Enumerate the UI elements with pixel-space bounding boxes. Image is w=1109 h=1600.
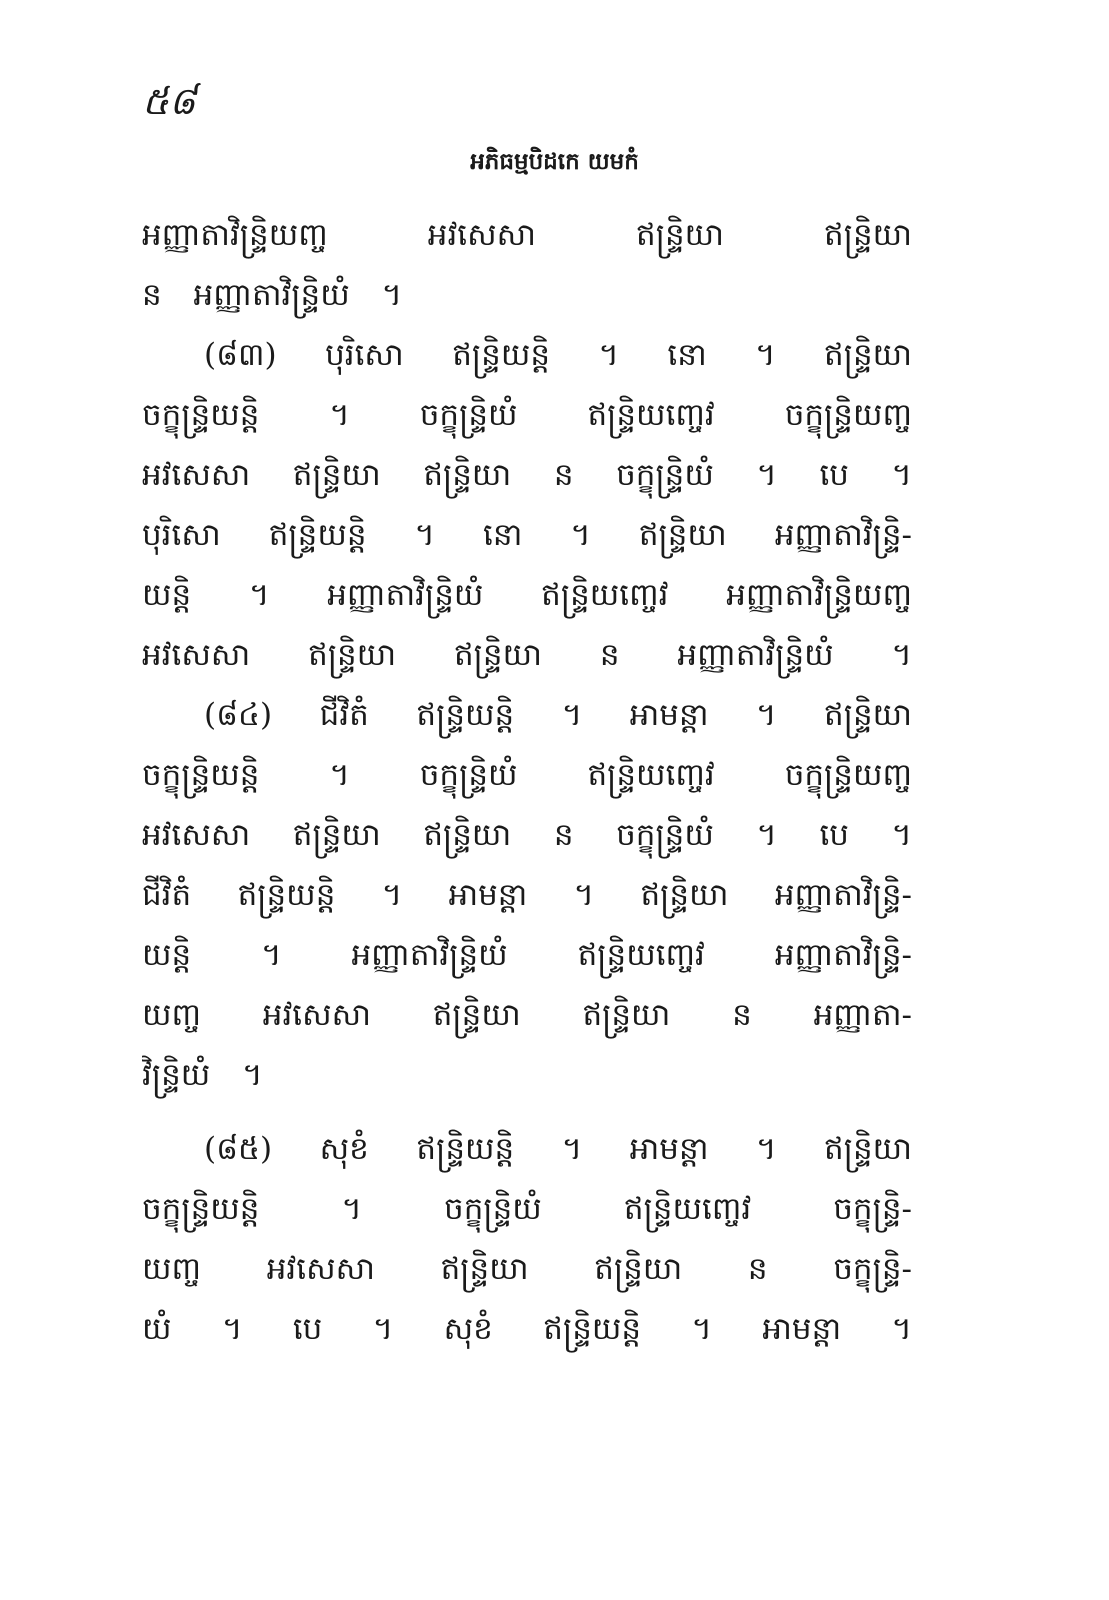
paragraph-85-start: (៨៥) សុខំ ឥន្ទ្រិយន្តិ ។ អាមន្តា ។ ឥន្ទ្រិយា <box>204 1131 912 1167</box>
text-line: វិន្ទ្រិយំ ។ <box>142 1057 263 1093</box>
text-line: អវសេសា ឥន្ទ្រិយា ឥន្ទ្រិយា ន អញ្ញាតាវិន្ទ្រិយំ ។ <box>142 637 912 673</box>
paragraph-84-start: (៨៤) ជីវិតំ ឥន្ទ្រិយន្តិ ។ អាមន្តា ។ ឥន្ទ្រិយា <box>204 697 912 733</box>
text-line: អញ្ញាតាវិន្ទ្រិយញ្ច អវសេសា ឥន្ទ្រិយា ឥន្ទ្រិយា <box>142 217 912 253</box>
paragraph-83-start: (៨៣) បុរិសោ ឥន្ទ្រិយន្តិ ។ នោ ។ ឥន្ទ្រិយា <box>204 337 912 373</box>
text-line: អវសេសា ឥន្ទ្រិយា ឥន្ទ្រិយា ន ចក្ខុន្ទ្រិយំ ។ បេ ។ <box>142 457 912 493</box>
running-head: អភិធម្មបិដកេ យមកំ <box>470 148 639 175</box>
text-line: បុរិសោ ឥន្ទ្រិយន្តិ ។ នោ ។ ឥន្ទ្រិយា អញ្ញាតាវិន្ទ្រិ- <box>142 517 912 553</box>
text-line: ជីវិតំ ឥន្ទ្រិយន្តិ ។ អាមន្តា ។ ឥន្ទ្រិយា អញ្ញាតាវិន្ទ្រិ- <box>142 877 912 913</box>
body-text <box>142 205 912 1359</box>
text-line: ចក្ខុន្ទ្រិយន្តិ ។ ចក្ខុន្ទ្រិយំ ឥន្ទ្រិយញ្ចេវ ចក្ខុន្ទ្រិយញ្ច <box>142 397 912 433</box>
text-line: ចក្ខុន្ទ្រិយន្តិ ។ ចក្ខុន្ទ្រិយំ ឥន្ទ្រិយញ្ចេវ ចក្ខុន្ទ្រិយញ្ច <box>142 757 912 793</box>
page-number: ៥៨ <box>142 79 196 123</box>
text-line: យំ ។ បេ ។ សុខំ ឥន្ទ្រិយន្តិ ។ អាមន្តា ។ <box>142 1311 912 1347</box>
text-line: ចក្ខុន្ទ្រិយន្តិ ។ ចក្ខុន្ទ្រិយំ ឥន្ទ្រិយញ្ចេវ ចក្ខុន្ទ្រិ- <box>142 1191 912 1227</box>
text-line: យញ្ច អវសេសា ឥន្ទ្រិយា ឥន្ទ្រិយា ន ចក្ខុន្ទ្រិ- <box>142 1251 912 1287</box>
text-line: ន អញ្ញាតាវិន្ទ្រិយំ ។ <box>142 277 403 313</box>
text-line: យន្តិ ។ អញ្ញាតាវិន្ទ្រិយំ ឥន្ទ្រិយញ្ចេវ អញ្ញាតាវិន្ទ្រិយញ្ច <box>142 577 912 613</box>
text-line: អវសេសា ឥន្ទ្រិយា ឥន្ទ្រិយា ន ចក្ខុន្ទ្រិយំ ។ បេ ។ <box>142 817 912 853</box>
text-line: យន្តិ ។ អញ្ញាតាវិន្ទ្រិយំ ឥន្ទ្រិយញ្ចេវ អញ្ញាតាវិន្ទ្រិ- <box>142 937 912 973</box>
text-line: យញ្ច អវសេសា ឥន្ទ្រិយា ឥន្ទ្រិយា ន អញ្ញាតា- <box>142 997 912 1033</box>
